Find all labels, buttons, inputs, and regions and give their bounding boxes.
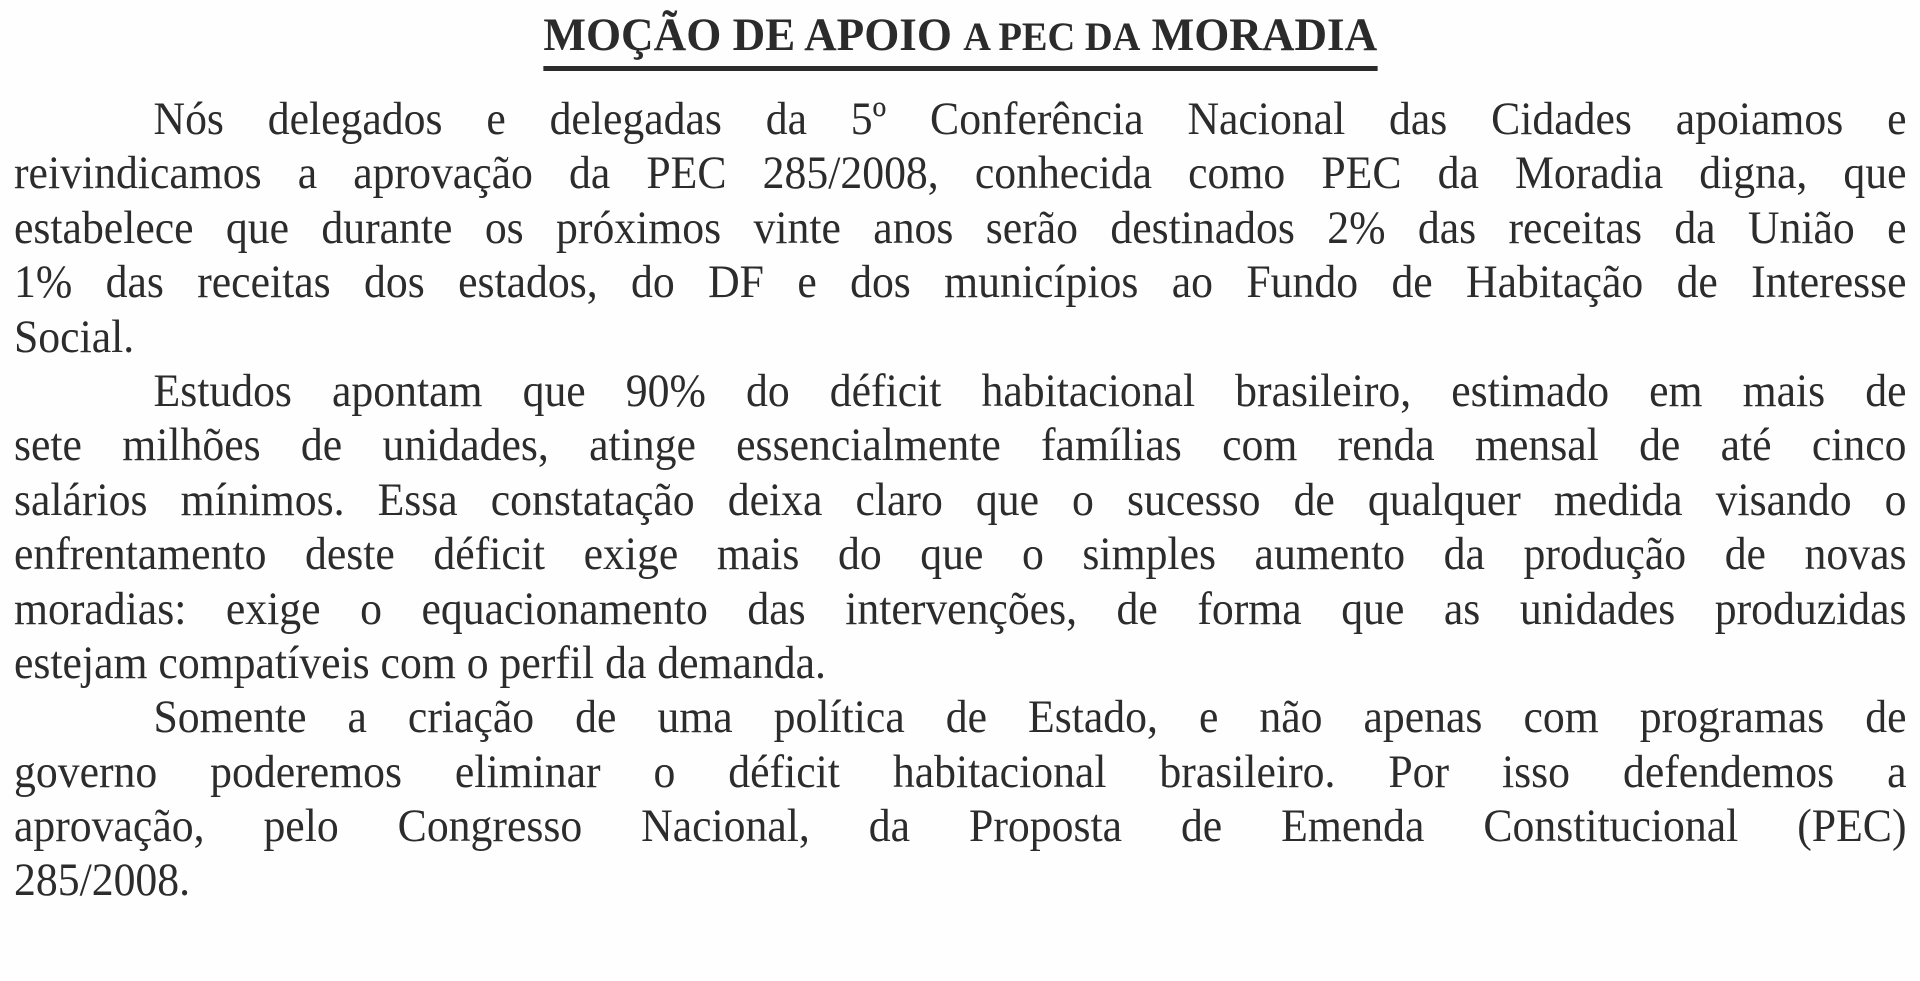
- text-line: salários mínimos. Essa constatação deixa claro que o sucesso de qualquer medida visando o: [14, 473, 1907, 526]
- text-line: aprovação, pelo Congresso Nacional, da Proposta de Emenda Constitucional (PEC): [14, 800, 1907, 853]
- title-part-connector: A PEC DA: [962, 14, 1141, 59]
- text-line: governo poderemos eliminar o déficit habitacional brasileiro. Por isso defendemos a: [14, 745, 1907, 798]
- paragraph-1: [14, 92, 1907, 364]
- title-part-end: MORADIA: [1151, 9, 1377, 61]
- text-line: Social.: [14, 310, 135, 363]
- document-title: [543, 6, 1377, 71]
- text-line: sete milhões de unidades, atinge essencialmente famílias com renda mensal de até cinco: [14, 419, 1907, 472]
- text-line: Nós delegados e delegadas da 5º Conferência Nacional das Cidades apoiamos e: [153, 93, 1907, 145]
- text-line: estejam compatíveis com o perfil da demanda.: [14, 636, 826, 689]
- title-part-main: MOÇÃO DE APOIO: [543, 9, 952, 61]
- text-line: 1% das receitas dos estados, do DF e dos municípios ao Fundo de Habitação de Interesse: [14, 256, 1907, 309]
- text-line: Estudos apontam que 90% do déficit habitacional brasileiro, estimado em mais de: [153, 364, 1907, 417]
- text-line: 285/2008.: [14, 854, 191, 907]
- text-line: Somente a criação de uma política de Estado, e não apenas com programas de: [153, 691, 1907, 744]
- paragraph-3: [14, 690, 1907, 908]
- text-line: enfrentamento deste déficit exige mais do que o simples aumento da produção de novas: [14, 528, 1907, 581]
- paragraph-2: [14, 364, 1907, 690]
- text-line: moradias: exige o equacionamento das intervenções, de forma que as unidades produzidas: [14, 582, 1907, 635]
- title-container: [0, 6, 1920, 71]
- text-line: reivindicamos a aprovação da PEC 285/2008, conhecida como PEC da Moradia digna, que: [14, 147, 1907, 200]
- document-body: [14, 92, 1907, 908]
- text-line: estabelece que durante os próximos vinte anos serão destinados 2% das receitas da União e: [14, 201, 1907, 254]
